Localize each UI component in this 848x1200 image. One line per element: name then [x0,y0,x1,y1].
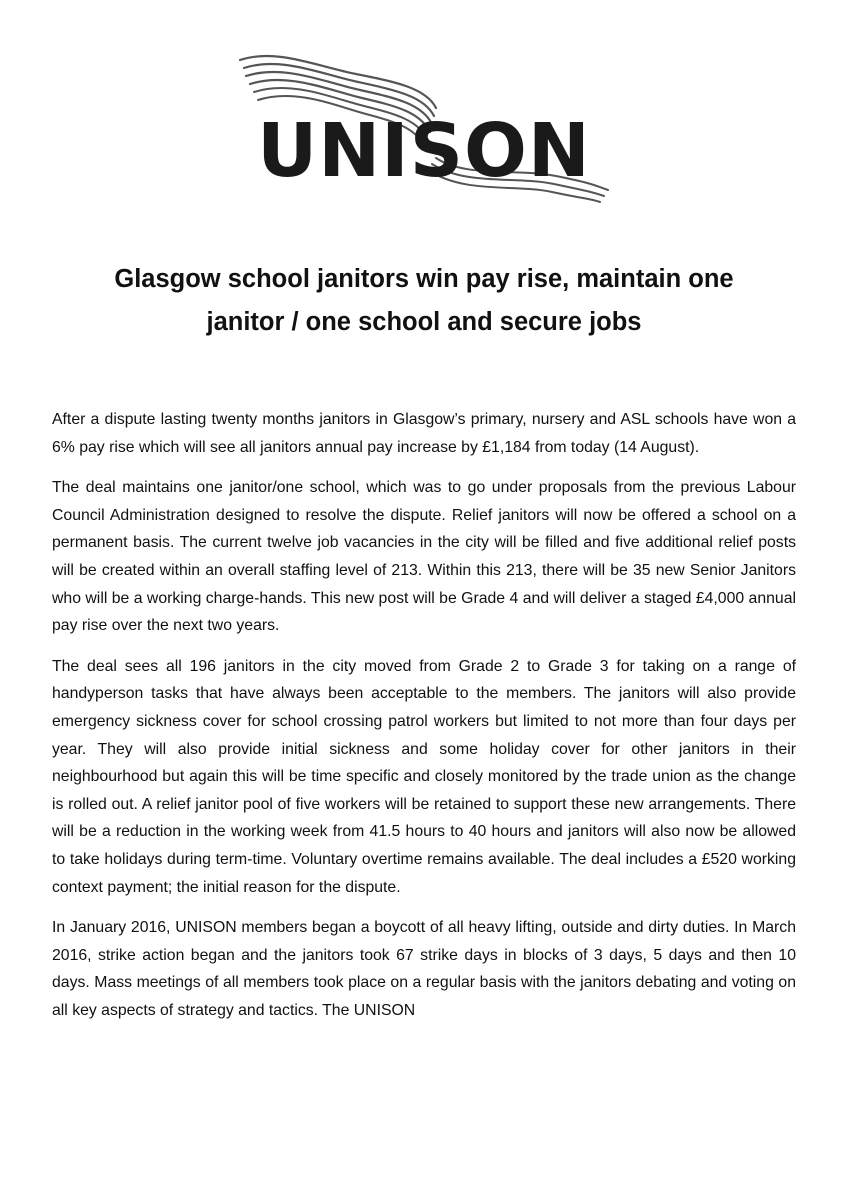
paragraph: In January 2016, UNISON members began a boycott of all heavy lifting, outside and dirty duties. In March 2016, strike action began and the janitors took 67 strike days in blocks of 3 days, 5 days and then 10 days. Mass meetings of all members took place on a regular basis with the janitors debating and voting on all key aspects of strategy and tactics. The UNISON [52,919,796,1019]
unison-logo [236,48,612,208]
paragraph: After a dispute lasting twenty months janitors in Glasgow’s primary, nursery and ASL schools have won a 6% pay rise which will see all janitors annual pay increase by £1,184 from today (14 August). [52,411,796,456]
paragraph: The deal maintains one janitor/one school, which was to go under proposals from the previous Labour Council Administration designed to resolve the dispute. Relief janitors will now be offered a school on a permanent basis. The current twelve job vacancies in the city will be filled and five additional relief posts will be created within an overall staffing level of 213. Within this 213, there will be 35 new Senior Janitors who will be a working charge-hands. This new post will be Grade 4 and will deliver a staged £4,000 annual pay rise over the next two years. [52,479,796,635]
article-body [52,406,796,1037]
title-line-1: Glasgow school janitors win pay rise, maintain one [114,265,734,293]
title-line-2: janitor / one school and secure jobs [206,308,642,336]
paragraph: The deal sees all 196 janitors in the city moved from Grade 2 to Grade 3 for taking on a range of handyperson tasks that have always been acceptable to the members. The janitors will also provide emergency sickness cover for school crossing patrol workers but limited to not more than four days per year. They will also provide initial sickness and some holiday cover for other janitors in their neighbourhood but again this will be time specific and closely monitored by the trade union as the change is rolled out. A relief janitor pool of five workers will be retained to support these new arrangements. There will be a reduction in the working week from 41.5 hours to 40 hours and janitors will also now be allowed to take holidays during term-time. Voluntary overtime remains available. The deal includes a £520 working context payment; the initial reason for the dispute. [52,657,796,896]
page-title [40,258,808,344]
unison-logo-graphic [236,48,612,208]
logo-wordmark: UNISON [257,108,591,194]
